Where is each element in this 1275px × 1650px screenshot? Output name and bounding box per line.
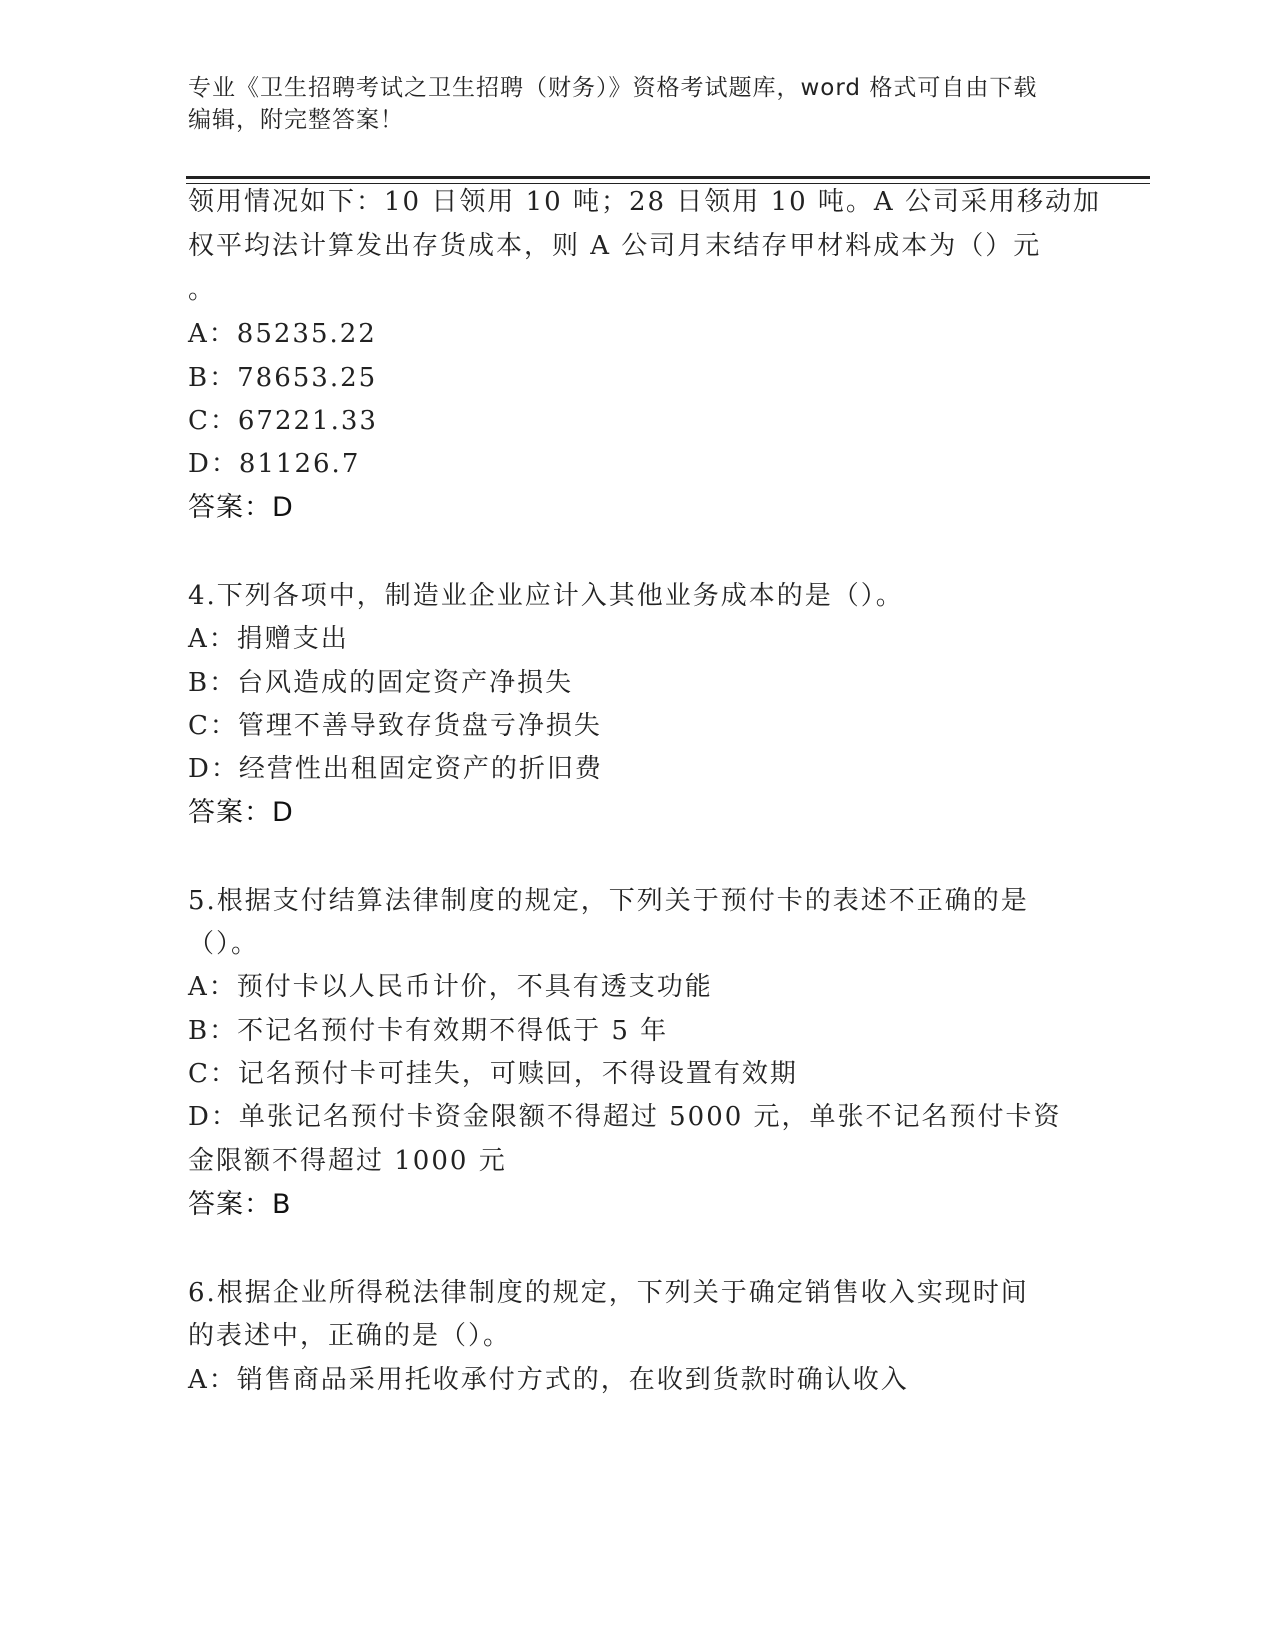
header-line-2: 编辑，附完整答案！ <box>188 107 404 133</box>
q5-option-a: A：预付卡以人民币计价，不具有透支功能 <box>188 972 713 1002</box>
q5-option-d-line-1: D：单张记名预付卡资金限额不得超过 5000 元，单张不记名预付卡资 <box>188 1102 1062 1132</box>
q3-option-d: D：81126.7 <box>188 449 361 479</box>
q3-option-b: B：78653.25 <box>188 363 378 393</box>
q5-option-d-line-2: 金限额不得超过 1000 元 <box>188 1146 507 1176</box>
q5-option-b: B：不记名预付卡有效期不得低于 5 年 <box>188 1016 669 1046</box>
q5-option-c: C：记名预付卡可挂失，可赎回，不得设置有效期 <box>188 1059 798 1089</box>
header-rule-thick <box>186 176 1150 179</box>
q6-stem-line-1: 6.根据企业所得税法律制度的规定，下列关于确定销售收入实现时间 <box>188 1278 1029 1308</box>
q3-stem-line-3: 。 <box>188 275 217 305</box>
q5-stem-line-2: （）。 <box>188 929 260 959</box>
q3-stem-line-1: 领用情况如下：10 日领用 10 吨；28 日领用 10 吨。A 公司采用移动加 <box>188 187 1101 217</box>
q5-stem-line-1: 5.根据支付结算法律制度的规定，下列关于预付卡的表述不正确的是 <box>188 886 1029 916</box>
q4-stem-line-1: 4.下列各项中，制造业企业应计入其他业务成本的是（）。 <box>188 581 904 611</box>
q4-option-c: C：管理不善导致存货盘亏净损失 <box>188 711 602 741</box>
document-header <box>188 72 1068 136</box>
q4-answer: 答案：D <box>188 797 294 828</box>
header-line-1: 专业《卫生招聘考试之卫生招聘（财务）》资格考试题库，word 格式可自由下载 <box>188 75 1038 101</box>
q3-answer: 答案：D <box>188 492 294 523</box>
q6-option-a: A：销售商品采用托收承付方式的，在收到货款时确认收入 <box>188 1365 909 1395</box>
q3-stem-line-2: 权平均法计算发出存货成本，则 A 公司月末结存甲材料成本为（）元 <box>188 231 1042 261</box>
q4-option-d: D：经营性出租固定资产的折旧费 <box>188 754 603 784</box>
q6-stem-line-2: 的表述中，正确的是（）。 <box>188 1321 512 1351</box>
q5-answer: 答案：B <box>188 1189 292 1220</box>
q3-option-a: A：85235.22 <box>188 319 377 349</box>
q4-option-a: A：捐赠支出 <box>188 624 349 654</box>
q3-option-c: C：67221.33 <box>188 406 378 436</box>
q4-option-b: B：台风造成的固定资产净损失 <box>188 668 574 698</box>
